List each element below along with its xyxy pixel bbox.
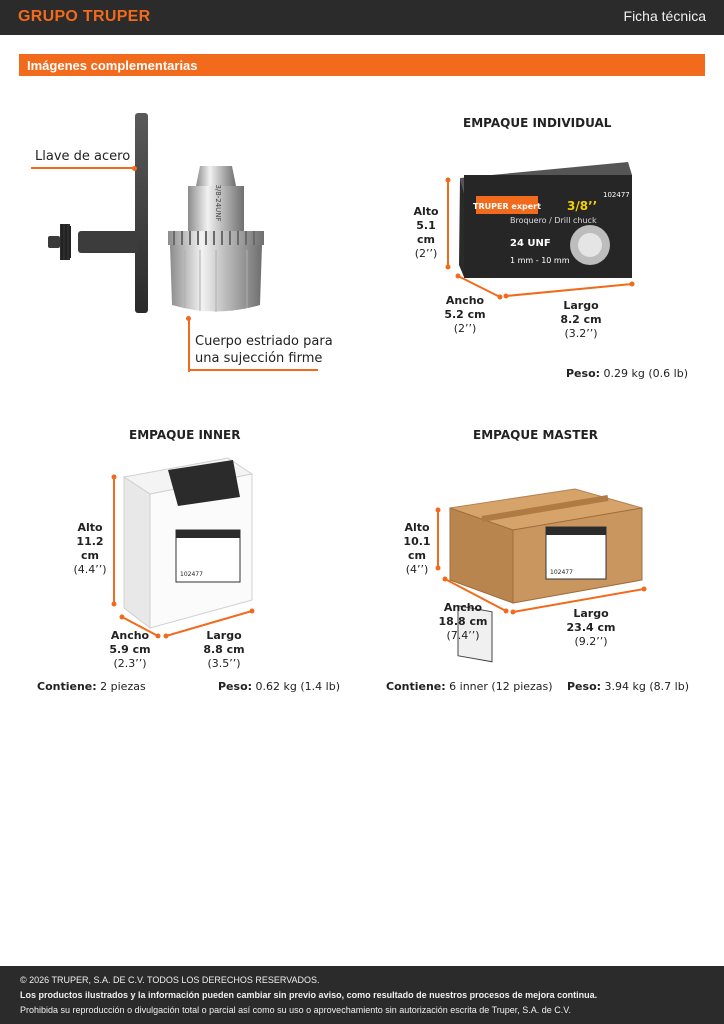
master-ancho: Ancho 18.8 cm (7.4’’) [438, 601, 488, 642]
callout-steel-key: Llave de acero [35, 149, 131, 164]
chuck-marking: 3/8-24UNF [214, 184, 222, 222]
master-box-code: 102477 [550, 569, 573, 576]
box-name: Broquero / Drill chuck [510, 216, 597, 225]
inner-contiene: Contiene: 2 piezas [37, 680, 146, 693]
footer-legal: Prohibida su reproducción o divulgación total o parcial así como su uso o aprovechamiento sin autorización escrita de Truper, S.A. de C.V. [20, 1005, 571, 1015]
callout-body-line1: Cuerpo estriado para [195, 334, 333, 349]
box-brand: TRUPER expert [473, 202, 541, 211]
master-contiene: Contiene: 6 inner (12 piezas) [386, 680, 553, 693]
box-size: 3/8’’ [567, 199, 598, 213]
individual-peso: Peso: 0.29 kg (0.6 lb) [566, 367, 688, 380]
master-title: EMPAQUE MASTER [473, 428, 598, 442]
individual-title: EMPAQUE INDIVIDUAL [463, 116, 612, 130]
box-capacity: 1 mm - 10 mm [510, 256, 570, 265]
individual-alto: Alto 5.1 cm (2’’) [413, 205, 439, 260]
inner-box-code: 102477 [180, 571, 203, 578]
inner-largo: Largo 8.8 cm (3.5’’) [203, 629, 245, 670]
inner-title: EMPAQUE INNER [129, 428, 241, 442]
callout-body-line2: una sujección firme [195, 351, 323, 366]
footer [0, 966, 724, 1024]
inner-ancho: Ancho 5.9 cm (2.3’’) [109, 629, 151, 670]
master-peso: Peso: 3.94 kg (8.7 lb) [567, 680, 689, 693]
footer-copyright: © 2026 TRUPER, S.A. DE C.V. TODOS LOS DERECHOS RESERVADOS. [20, 975, 320, 985]
inner-alto: Alto 11.2 cm (4.4’’) [73, 521, 107, 576]
individual-ancho: Ancho 5.2 cm (2’’) [444, 294, 486, 335]
box-code: 102477 [603, 191, 630, 199]
master-alto: Alto 10.1 cm (4’’) [403, 521, 431, 576]
inner-peso: Peso: 0.62 kg (1.4 lb) [218, 680, 340, 693]
section-title: Imágenes complementarias [27, 58, 198, 73]
box-thread: 24 UNF [510, 238, 551, 249]
brand-logo: GRUPO TRUPER [18, 8, 151, 25]
master-largo: Largo 23.4 cm (9.2’’) [566, 607, 616, 648]
footer-notice: Los productos ilustrados y la información pueden cambiar sin previo aviso, como resultado de nuestros procesos de mejora continua. [20, 990, 598, 1000]
individual-largo: Largo 8.2 cm (3.2’’) [560, 299, 602, 340]
document-type: Ficha técnica [623, 8, 706, 24]
